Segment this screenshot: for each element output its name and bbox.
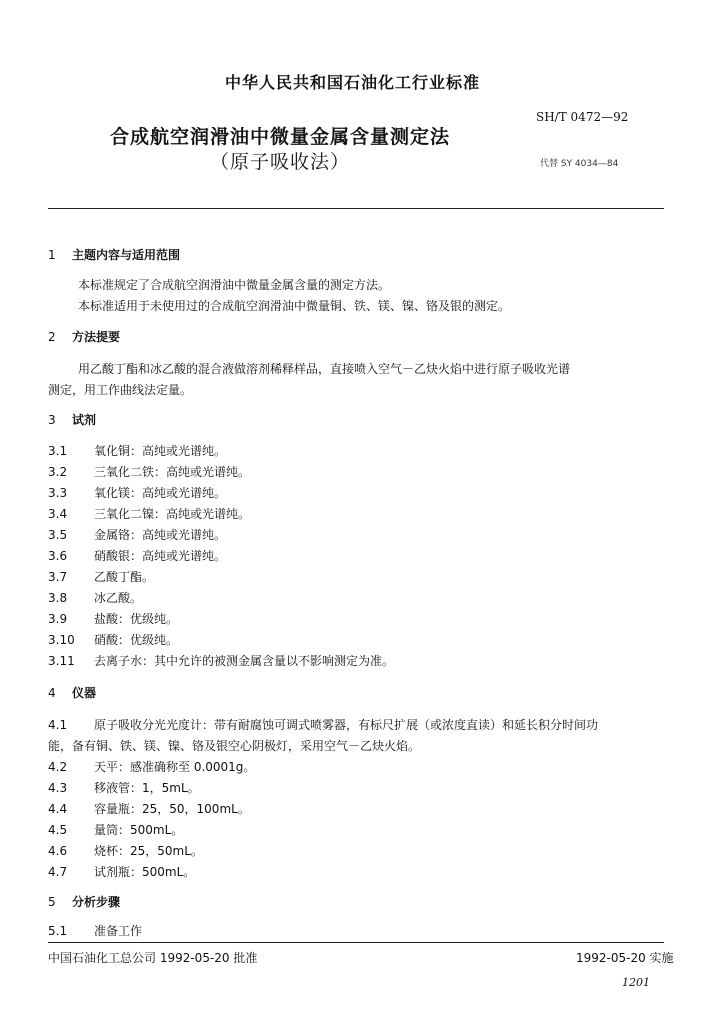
reagent-item — [48, 484, 226, 501]
reagent-item — [48, 463, 250, 480]
section-2-line-1: 用乙酸丁酯和冰乙酸的混合液做溶剂稀释样品，直接喷入空气－乙炔火焰中进行原子吸收光谱 — [78, 362, 571, 376]
item-number: 3.2 — [48, 465, 68, 479]
section-1-heading — [48, 246, 180, 263]
section-3-title: 试剂 — [72, 413, 97, 427]
item-number: 3.4 — [48, 507, 68, 521]
item-text: 烧杯：25，50mL。 — [94, 844, 203, 858]
reagent-item — [48, 547, 226, 564]
item-number: 3.6 — [48, 549, 68, 563]
item-number: 4.3 — [48, 781, 68, 795]
section-2-line-2: 测定，用工作曲线法定量。 — [48, 383, 193, 397]
item-text: 原子吸收分光光度计：带有耐腐蚀可调式喷雾器，有标尺扩展（或浓度直读）和延长积分时间功 — [94, 718, 599, 732]
item-number: 3.10 — [48, 633, 75, 647]
item-text: 移液管：1，5mL。 — [94, 781, 200, 795]
reagent-item — [48, 442, 226, 459]
instrument-item — [48, 863, 195, 880]
item-text: 试剂瓶：500mL。 — [94, 865, 196, 879]
page-number: 1201 — [622, 976, 650, 989]
item-text: 三氧化二铁：高纯或光谱纯。 — [94, 465, 251, 479]
item-text: 金属铬：高纯或光谱纯。 — [94, 528, 227, 542]
item-text: 硝酸银：高纯或光谱纯。 — [94, 549, 227, 563]
item-number: 4.4 — [48, 802, 68, 816]
item-number: 3.1 — [48, 444, 68, 458]
footer-divider — [48, 942, 664, 943]
reagent-item — [48, 631, 178, 648]
section-3-heading — [48, 411, 96, 428]
instrument-item-4-1 — [48, 716, 598, 733]
item-text: 氧化镁：高纯或光谱纯。 — [94, 486, 227, 500]
reagent-item — [48, 652, 394, 669]
reagent-item — [48, 589, 142, 606]
document-title: 合成航空润滑油中微量金属含量测定法 — [109, 126, 450, 148]
item-number: 3.7 — [48, 570, 68, 584]
reagent-item — [48, 610, 178, 627]
section-2-number: 2 — [48, 330, 56, 344]
instrument-item — [48, 779, 200, 796]
item-number: 4.2 — [48, 760, 68, 774]
reagent-item — [48, 526, 226, 543]
document-subtitle: （原子吸收法） — [209, 151, 350, 173]
standard-code: SH/T 0472—92 — [536, 110, 629, 124]
section-1-number: 1 — [48, 248, 56, 262]
item-text: 乙酸丁酯。 — [94, 570, 155, 584]
item-number: 4.7 — [48, 865, 68, 879]
section-2-title: 方法提要 — [72, 330, 121, 344]
section-4-number: 4 — [48, 686, 56, 700]
instrument-item — [48, 842, 203, 859]
item-text: 冰乙酸。 — [94, 591, 143, 605]
item-number: 3.9 — [48, 612, 68, 626]
section-5-number: 5 — [48, 895, 56, 909]
item-text: 去离子水：其中允许的被测金属含量以不影响测定为准。 — [94, 654, 395, 668]
section-3-number: 3 — [48, 413, 56, 427]
item-text: 氧化铜：高纯或光谱纯。 — [94, 444, 227, 458]
item-number: 4.1 — [48, 718, 68, 732]
item-number: 3.11 — [48, 654, 75, 668]
instrument-item — [48, 758, 255, 775]
item-text: 容量瓶：25，50，100mL。 — [94, 802, 250, 816]
section-5-heading — [48, 893, 120, 910]
item-number: 3.8 — [48, 591, 68, 605]
approval-note: 中国石油化工总公司 1992-05-20 批准 — [48, 951, 258, 965]
section-4-title: 仪器 — [72, 686, 97, 700]
section-1-title: 主题内容与适用范围 — [72, 248, 181, 262]
item-text: 硝酸：优级纯。 — [94, 633, 179, 647]
header-divider — [48, 208, 664, 209]
reagent-item — [48, 505, 250, 522]
section-1-paragraph-2: 本标准适用于未使用过的合成航空润滑油中微量铜、铁、镁、镍、铬及银的测定。 — [78, 299, 511, 313]
effective-date: 1992-05-20 实施 — [576, 951, 674, 965]
item-number: 5.1 — [48, 924, 68, 938]
instrument-item — [48, 800, 250, 817]
section-1-paragraph-1: 本标准规定了合成航空润滑油中微量金属含量的测定方法。 — [78, 278, 391, 292]
instrument-item-4-1-continued: 能，备有铜、铁、镁、镍、铬及银空心阴极灯，采用空气－乙炔火焰。 — [48, 739, 421, 753]
procedure-item-5-1 — [48, 922, 142, 939]
section-5-title: 分析步骤 — [72, 895, 121, 909]
reagent-item — [48, 568, 154, 585]
item-number: 4.5 — [48, 823, 68, 837]
item-text: 天平：感准确称至 0.0001g。 — [94, 760, 256, 774]
replaces-standard: 代替 SY 4034—84 — [540, 159, 619, 169]
item-text: 准备工作 — [94, 924, 143, 938]
section-4-heading — [48, 684, 96, 701]
item-text: 量筒：500mL。 — [94, 823, 184, 837]
item-text: 盐酸：优级纯。 — [94, 612, 179, 626]
item-number: 4.6 — [48, 844, 68, 858]
standard-authority: 中华人民共和国石油化工行业标准 — [224, 73, 480, 92]
item-number: 3.5 — [48, 528, 68, 542]
item-number: 3.3 — [48, 486, 68, 500]
section-2-heading — [48, 328, 120, 345]
instrument-item — [48, 821, 183, 838]
item-text: 三氧化二镍：高纯或光谱纯。 — [94, 507, 251, 521]
